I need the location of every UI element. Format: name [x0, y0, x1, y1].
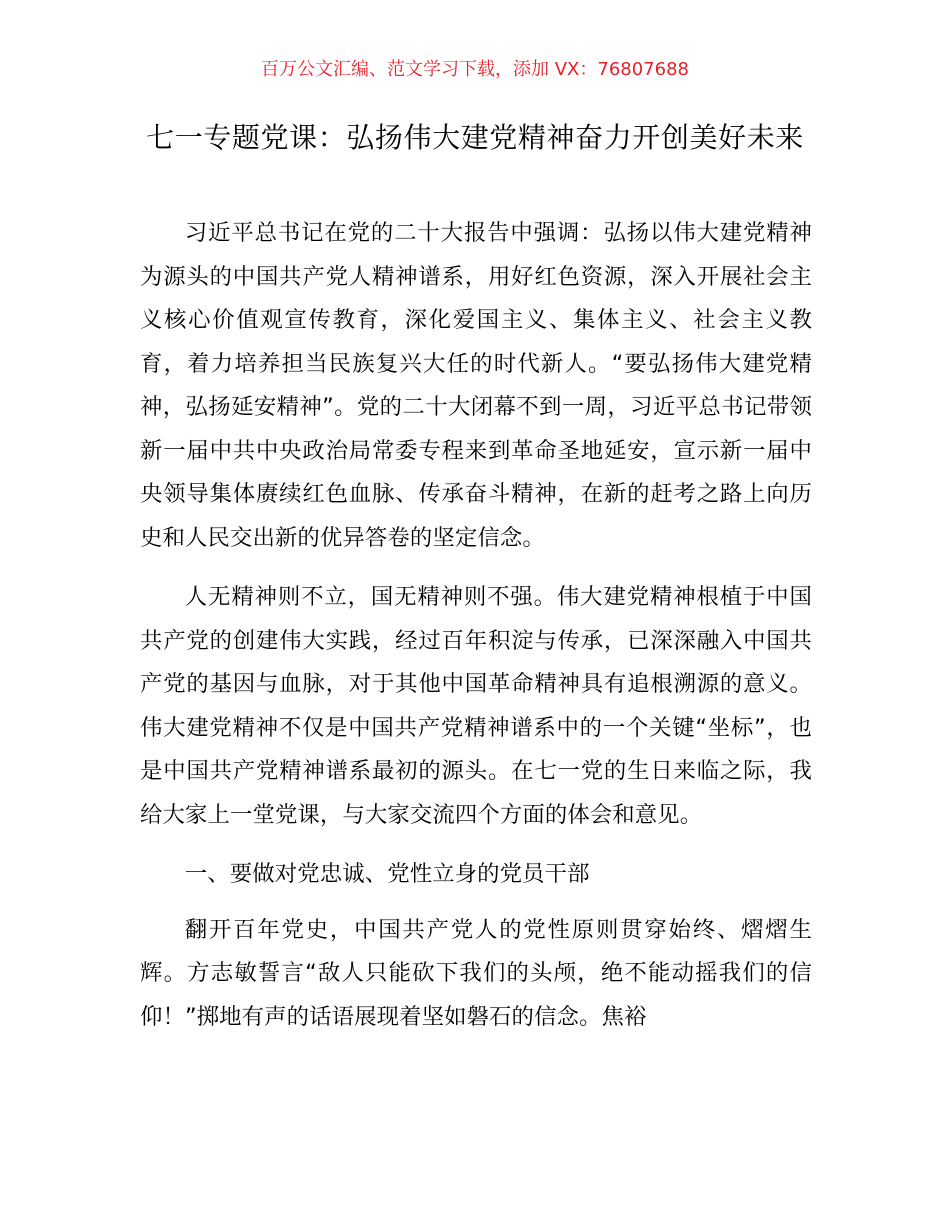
section-heading-1: 一、要做对党忠诚、党性立身的党员干部 — [184, 861, 590, 887]
paragraph-section-1: 翻开百年党史，中国共产党人的党性原则贯穿始终、熠熠生辉。方志敏誓言“敌人只能砍下我们的头颅，绝不能动摇我们的信仰！”掷地有声的话语展现着坚如磐石的信念。焦裕 — [140, 916, 812, 1030]
paragraph-spirit: 人无精神则不立，国无精神则不强。伟大建党精神根植于中国共产党的创建伟大实践，经过百年积淀与传承，已深深融入中国共产党的基因与血脉，对于其他中国革命精神具有追根溯源的意义。伟大建党精神不仅是中国共产党精神谱系中的一个关键“坐标”，也是中国共产党精神谱系最初的源头。在七一党的生日来临之际，我给大家上一堂党课，与大家交流四个方面的体会和意见。 — [140, 584, 812, 828]
paragraph-intro: 习近平总书记在党的二十大报告中强调：弘扬以伟大建党精神为源头的中国共产党人精神谱系，用好红色资源，深入开展社会主义核心价值观宣传教育，深化爱国主义、集体主义、社会主义教育，着力培养担当民族复兴大任的时代新人。“要弘扬伟大建党精神，弘扬延安精神”。党的二十大闭幕不到一周，习近平总书记带领新一届中共中央政治局常委专程来到革命圣地延安，宣示新一届中央领导集体赓续红色血脉、传承奋斗精神，在新的赶考之路上向历史和人民交出新的优异答卷的坚定信念。 — [140, 220, 812, 551]
watermark-header-note: 百万公文汇编、范文学习下载，添加 VX：76807688 — [261, 59, 689, 80]
document-body — [140, 212, 812, 1055]
document-title: 七一专题党课：弘扬伟大建党精神奋力开创美好未来 — [146, 121, 804, 154]
